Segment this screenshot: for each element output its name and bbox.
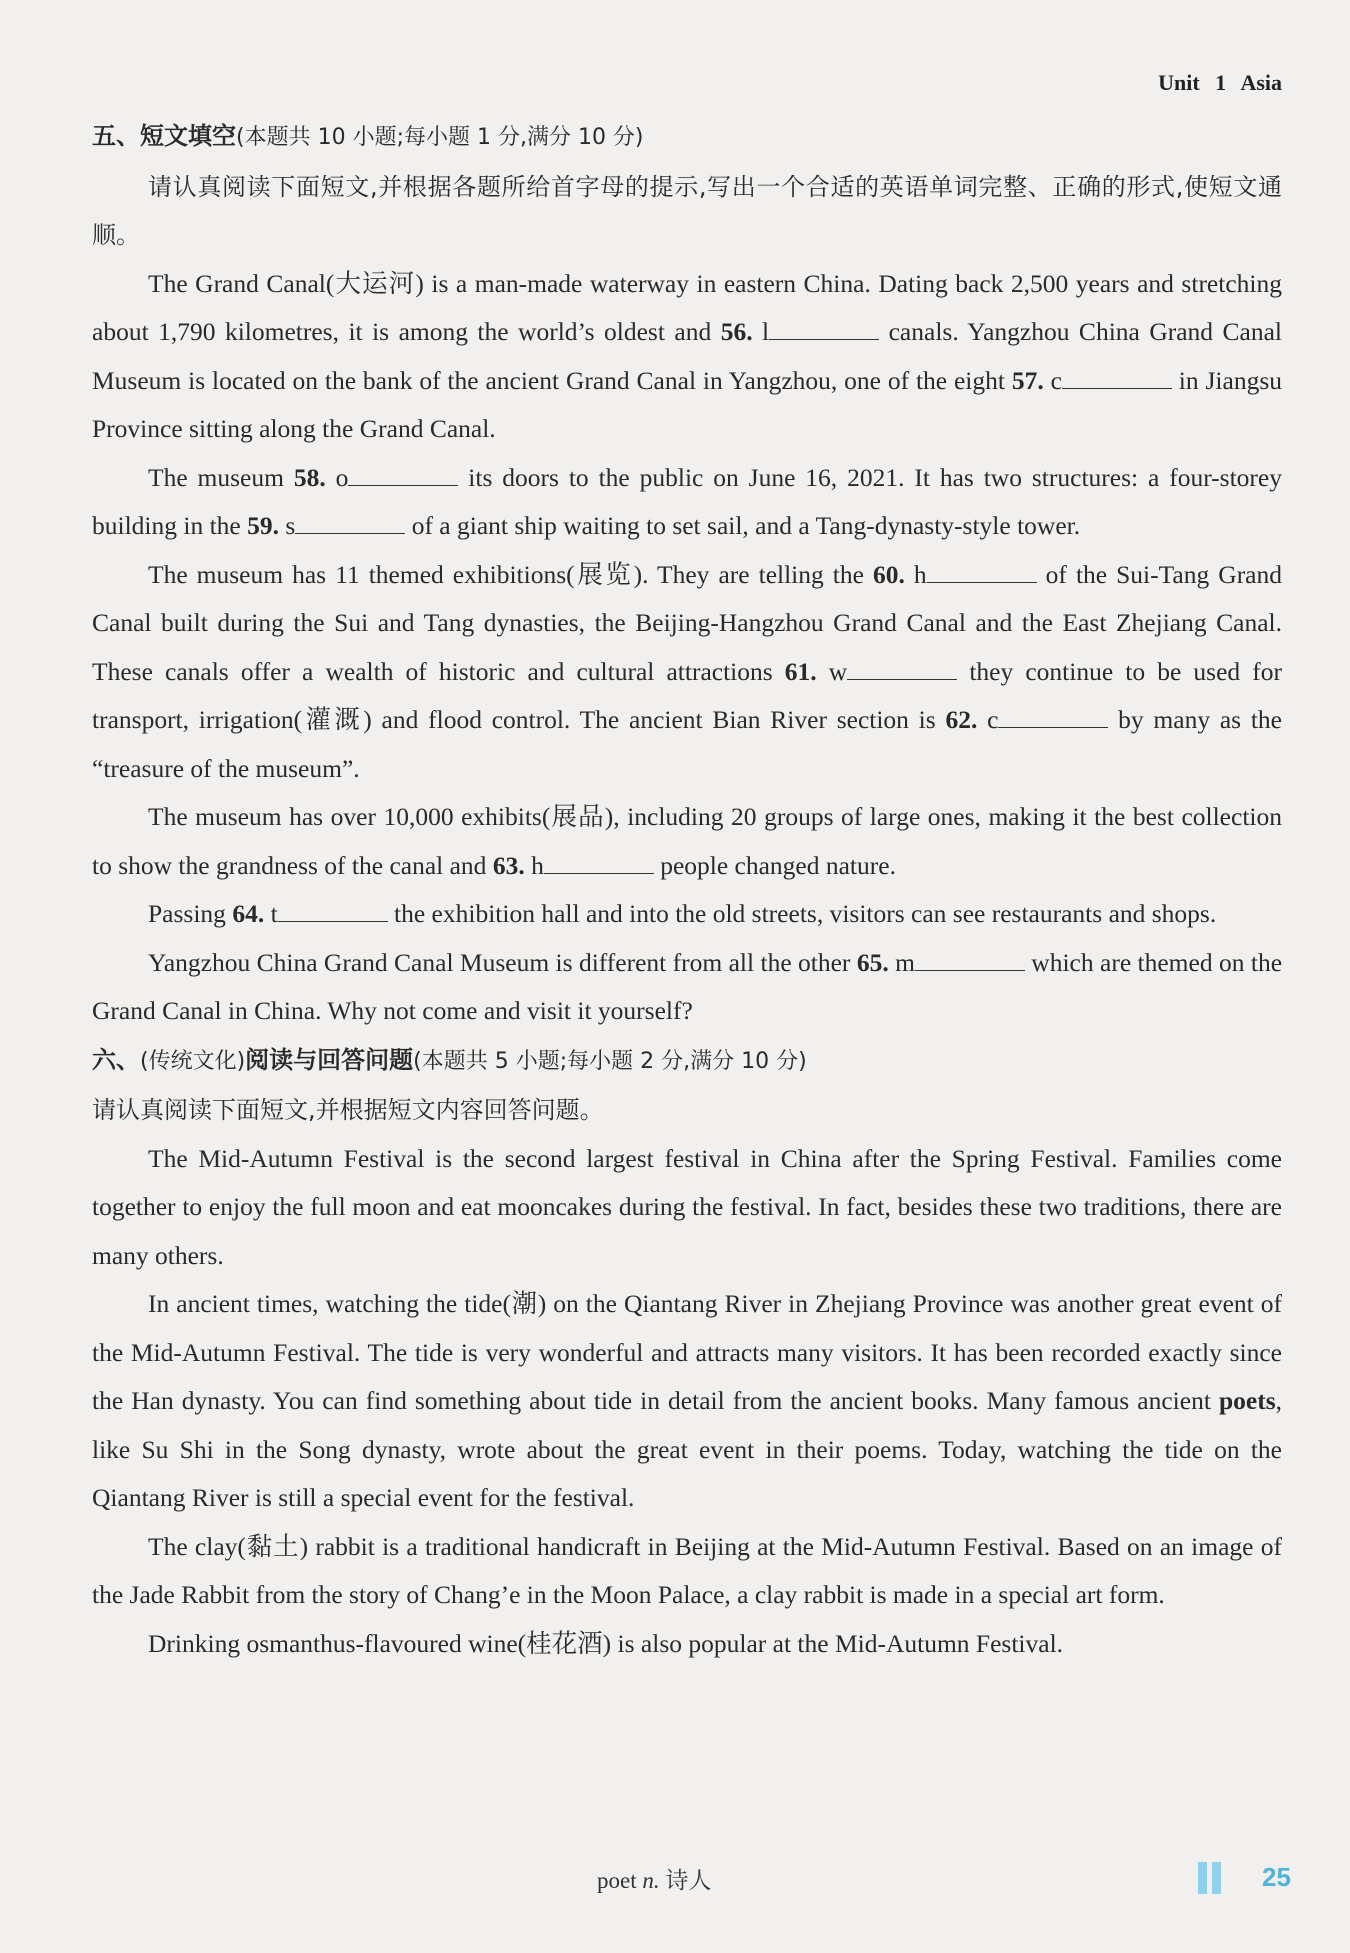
text-run: of the Sui-Tang Grand Canal built during the Sui and Tang dynasties, the Beijing-Hangzhou Grand Canal and the East Zhejiang Canal. These canals offer a wealth of historic and cultural attractions [92,559,1283,686]
section6-number: 六、 [92,1045,140,1074]
answer-blank-65[interactable] [915,948,1025,971]
question-number: 63. [492,850,525,880]
question-number: 60. [872,559,905,589]
section6-instruction: 请认真阅读下面短文,并根据短文内容回答问题。 [92,1096,604,1124]
text-run: the exhibition hall and into the old streets, visitors can see restaurants and shops. [387,899,1217,928]
initial-letter: m [888,947,915,977]
section6-heading [92,1036,1282,1087]
text-run: In ancient times, watching the tide(潮) on the Qiantang River in Zhejiang Province was another great event of the Mid-Autumn Festival. The tide is very wonderful and attracts many visitors. It has been recorded exactly since the Han dynasty. You can find something about tide in detail from the ancient books. Many famous ancient [92,1289,1282,1415]
unit-title: Asia [1240,70,1282,95]
initial-letter: c [1043,365,1062,395]
section6-title: 阅读与回答问题 [245,1045,414,1074]
text-run: The Grand Canal(大运河) is a man-made waterway in eastern China. Dating back 2,500 years and stretching about 1,790 kilometres, it is among the world’s oldest and [92,268,1282,346]
section5-title: 五、短文填空 [92,122,236,150]
answer-blank-64[interactable] [278,899,388,922]
initial-letter: s [279,511,296,540]
initial-letter: c [977,705,999,734]
answer-blank-61[interactable] [847,657,957,680]
initial-letter: h [524,850,544,880]
text-run: people changed nature. [653,850,896,880]
text-run: , like Su Shi in the Song dynasty, wrote about the great event in their poems. Today, watching the tide on the Qiantang River is still a special event for the festival. [92,1386,1282,1512]
text-run: The museum [148,462,294,492]
text-run: by many as the “treasure of the museum”. [92,705,1282,783]
section5-instruction: 请认真阅读下面短文,并根据各题所给首字母的提示,写出一个合适的英语单词完整、正确的形式,使短文通顺。 [92,172,1282,249]
answer-blank-58[interactable] [348,463,458,486]
vocab-footnote [597,1862,711,1895]
s5-paragraph-3 [92,551,1282,794]
text-run: its doors to the public on June 16, 2021. It has two structures: a four-storey building in the [92,462,1282,540]
s5-paragraph-5 [92,890,1282,939]
s5-paragraph-1 [92,260,1282,454]
vocab-word: poet [597,1868,637,1893]
answer-blank-57[interactable] [1062,366,1172,389]
question-number: 59. [247,511,279,540]
answer-blank-62[interactable] [998,705,1108,728]
vocab-pos: n. [642,1868,660,1893]
text-run: The museum has 11 themed exhibitions(展览). They are telling the [148,559,873,589]
question-number: 64. [232,899,265,928]
initial-letter: o [325,462,349,492]
initial-letter: t [264,899,278,928]
answer-blank-59[interactable] [295,511,405,534]
text-run: canals. Yangzhou China Grand Canal Museum is located on the bank of the ancient Grand Canal in Yangzhou, one of the eight [92,317,1282,395]
question-number: 58. [293,462,326,492]
answer-blank-56[interactable] [769,317,879,340]
section5-note: (本题共 10 小题;每小题 1 分,满分 10 分) [236,125,644,150]
text-run: which are themed on the Grand Canal in China. Why not come and visit it yourself? [92,947,1283,1025]
question-number: 65. [856,947,889,977]
section6-tag: (传统文化) [140,1048,246,1074]
answer-blank-60[interactable] [927,560,1037,583]
question-number: 57. [1011,365,1044,395]
text-run: of a giant ship waiting to set sail, and a Tang-dynasty-style tower. [405,511,1081,540]
page-header [1158,70,1282,96]
initial-letter: h [904,559,927,589]
question-number: 62. [945,705,978,734]
page-content [92,112,1282,1668]
s6-paragraph-4: Drinking osmanthus-flavoured wine(桂花酒) is also popular at the Mid-Autumn Festival. [148,1628,1064,1658]
initial-letter: w [816,656,848,686]
text-run: they continue to be used for transport, irrigation(灌溉) and flood control. The ancient Bian River section is [92,656,1283,734]
s5-paragraph-6 [92,939,1282,1036]
text-run: Yangzhou China Grand Canal Museum is different from all the other [148,947,857,977]
keyword-poets: poets [1218,1386,1276,1415]
page-marker-bars [1198,1862,1226,1899]
text-run: Passing [148,899,233,928]
page-number: 25 [1262,1862,1291,1892]
answer-blank-63[interactable] [544,851,654,874]
s6-paragraph-3: The clay(黏土) rabbit is a traditional handicraft in Beijing at the Mid-Autumn Festival. Based on an image of the Jade Rabbit from the story of Chang’e in the Moon Palace, a clay rabbit is made in a special art form. [92,1531,1282,1609]
question-number: 56. [720,317,753,346]
text-run: in Jiangsu Province sitting along the Grand Canal. [92,365,1282,443]
s6-paragraph-1: The Mid-Autumn Festival is the second largest festival in China after the Spring Festival. Families come together to enjoy the full moon and eat mooncakes during the festival. In fact, besides these two traditions, there are many others. [92,1143,1282,1270]
s5-paragraph-2 [92,454,1282,551]
s6-paragraph-2 [92,1280,1282,1523]
s5-paragraph-4 [92,793,1282,890]
section5-heading [92,112,1282,163]
unit-label: Unit 1 [1158,70,1227,95]
vocab-meaning: 诗人 [665,1868,712,1893]
initial-letter: l [752,317,770,346]
section6-note: (本题共 5 小题;每小题 2 分,满分 10 分) [413,1048,807,1074]
text-run: The museum has over 10,000 exhibits(展品), including 20 groups of large ones, making it the best collection to show the grandness of the canal and [92,802,1282,880]
question-number: 61. [784,656,817,686]
